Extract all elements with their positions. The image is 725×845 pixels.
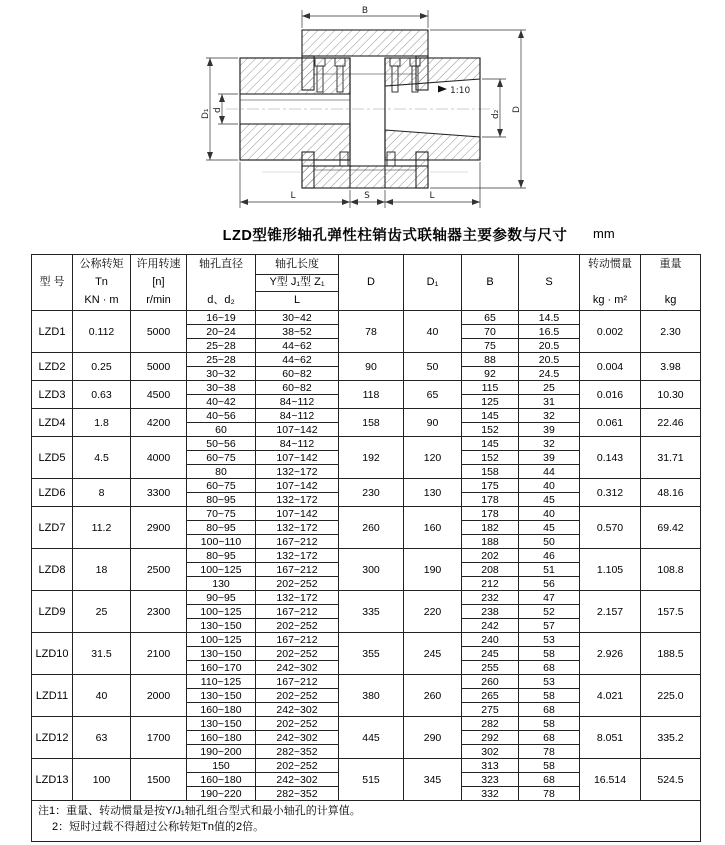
cell-bore-diameter: 130 (187, 577, 256, 591)
cell-bore-length: 202~252 (256, 577, 339, 591)
cell-weight: 524.5 (641, 759, 701, 801)
cell-B: 313 (462, 759, 519, 773)
cell-B: 125 (462, 395, 519, 409)
cell-bore-length: 202~252 (256, 619, 339, 633)
cell-B: 238 (462, 605, 519, 619)
dim-label-d: d (213, 107, 223, 113)
table-row (32, 353, 701, 367)
cell-B: 182 (462, 521, 519, 535)
cell-S: 53 (519, 675, 580, 689)
dim-d2 (482, 79, 506, 137)
cell-inertia: 0.004 (580, 353, 641, 381)
col-header-torque: 公称转矩 Tn KN · m (73, 255, 131, 311)
cell-B: 208 (462, 563, 519, 577)
cell-bore-length: 242~302 (256, 703, 339, 717)
cell-weight: 22.46 (641, 409, 701, 437)
cell-speed: 1500 (131, 759, 187, 801)
cell-bore-length: 132~172 (256, 591, 339, 605)
note-line-1: 注1：重量、转动惯量是按Y/J₁轴孔组合型式和最小轴孔的计算值。 (38, 805, 361, 817)
cell-weight: 157.5 (641, 591, 701, 633)
cell-bore-length: 202~252 (256, 647, 339, 661)
cell-S: 52 (519, 605, 580, 619)
cell-S: 40 (519, 507, 580, 521)
cell-bore-length: 107~142 (256, 451, 339, 465)
cell-inertia: 0.002 (580, 311, 641, 353)
cell-model: LZD11 (32, 675, 73, 717)
notes-row (32, 801, 701, 842)
cell-bore-length: 282~352 (256, 787, 339, 801)
cell-B: 245 (462, 647, 519, 661)
coupling-drawing (0, 0, 725, 218)
table-body (32, 311, 701, 801)
cell-S: 68 (519, 661, 580, 675)
cell-bore-length: 44~62 (256, 339, 339, 353)
table-row (32, 717, 701, 731)
cell-speed: 4500 (131, 381, 187, 409)
cell-torque: 0.112 (73, 311, 131, 353)
cell-bore-diameter: 150 (187, 759, 256, 773)
cell-B: 178 (462, 507, 519, 521)
table-row (32, 507, 701, 521)
cell-bore-length: 84~112 (256, 395, 339, 409)
cell-torque: 11.2 (73, 507, 131, 549)
cell-S: 25 (519, 381, 580, 395)
table-row (32, 675, 701, 689)
cell-model: LZD2 (32, 353, 73, 381)
cell-model: LZD7 (32, 507, 73, 549)
cell-bore-length: 167~212 (256, 605, 339, 619)
cell-B: 302 (462, 745, 519, 759)
cell-bore-diameter: 130~150 (187, 619, 256, 633)
cell-D: 118 (339, 381, 404, 409)
col-header-D: D (339, 255, 404, 311)
dim-label-D: D (512, 106, 522, 113)
cell-weight: 225.0 (641, 675, 701, 717)
cell-bore-length: 167~212 (256, 633, 339, 647)
cell-speed: 5000 (131, 311, 187, 353)
cell-bore-length: 167~212 (256, 675, 339, 689)
cell-bore-diameter: 40~42 (187, 395, 256, 409)
cell-weight: 335.2 (641, 717, 701, 759)
cell-D1: 40 (404, 311, 462, 353)
col-header-D1: D₁ (404, 255, 462, 311)
cell-B: 75 (462, 339, 519, 353)
cell-bore-diameter: 160~180 (187, 731, 256, 745)
taper-arrow-icon (438, 86, 447, 93)
dim-label-L-left: L (290, 191, 296, 201)
cell-model: LZD6 (32, 479, 73, 507)
cell-bore-diameter: 190~200 (187, 745, 256, 759)
cell-bore-length: 30~42 (256, 311, 339, 325)
cell-S: 51 (519, 563, 580, 577)
cell-bore-diameter: 80 (187, 465, 256, 479)
cell-torque: 1.8 (73, 409, 131, 437)
elastic-pins-bottom (340, 152, 395, 166)
cell-bore-diameter: 50~56 (187, 437, 256, 451)
cell-bore-diameter: 100~125 (187, 563, 256, 577)
table-row (32, 759, 701, 773)
cell-bore-diameter: 160~180 (187, 773, 256, 787)
cell-D: 260 (339, 507, 404, 549)
cell-D1: 130 (404, 479, 462, 507)
cell-weight: 10.30 (641, 381, 701, 409)
cell-bore-diameter: 100~125 (187, 605, 256, 619)
cell-bore-diameter: 80~95 (187, 521, 256, 535)
cell-bore-length: 132~172 (256, 465, 339, 479)
cell-torque: 63 (73, 717, 131, 759)
cell-D1: 90 (404, 409, 462, 437)
taper-label: 1:10 (450, 86, 471, 96)
cell-bore-length: 202~252 (256, 759, 339, 773)
cell-bore-length: 132~172 (256, 493, 339, 507)
cell-torque: 4.5 (73, 437, 131, 479)
cell-bore-diameter: 25~28 (187, 353, 256, 367)
cell-inertia: 0.570 (580, 507, 641, 549)
cell-S: 14.5 (519, 311, 580, 325)
cell-model: LZD8 (32, 549, 73, 591)
cell-S: 53 (519, 633, 580, 647)
cell-inertia: 2.157 (580, 591, 641, 633)
cell-bore-diameter: 30~32 (187, 367, 256, 381)
cell-D: 380 (339, 675, 404, 717)
cell-B: 323 (462, 773, 519, 787)
cell-B: 70 (462, 325, 519, 339)
cell-inertia: 2.926 (580, 633, 641, 675)
cell-S: 68 (519, 773, 580, 787)
cell-bore-diameter: 70~75 (187, 507, 256, 521)
cell-bore-diameter: 16~19 (187, 311, 256, 325)
coupling-section-view (0, 0, 725, 218)
cell-B: 115 (462, 381, 519, 395)
cell-bore-diameter: 80~95 (187, 549, 256, 563)
cell-bore-length: 132~172 (256, 521, 339, 535)
cell-torque: 0.63 (73, 381, 131, 409)
dim-label-D1: D₁ (201, 108, 211, 119)
cell-bore-diameter: 60~75 (187, 451, 256, 465)
col-header-S: S (519, 255, 580, 311)
cell-S: 68 (519, 703, 580, 717)
col-header-model-label: 型 号 (39, 275, 65, 288)
dim-label-d2: d₂ (491, 109, 501, 119)
cell-bore-diameter: 40~56 (187, 409, 256, 423)
cell-S: 20.5 (519, 353, 580, 367)
cell-B: 92 (462, 367, 519, 381)
cell-S: 20.5 (519, 339, 580, 353)
cell-B: 260 (462, 675, 519, 689)
cell-B: 152 (462, 451, 519, 465)
cell-bore-diameter: 60~75 (187, 479, 256, 493)
cell-torque: 18 (73, 549, 131, 591)
table-row (32, 479, 701, 493)
cell-inertia: 0.143 (580, 437, 641, 479)
col-header-bore-length-types: Y型 J₁型 Z₁ (256, 275, 339, 292)
cell-bore-diameter: 130~150 (187, 647, 256, 661)
cell-D1: 220 (404, 591, 462, 633)
cell-S: 50 (519, 535, 580, 549)
title-row (0, 222, 725, 248)
cell-B: 202 (462, 549, 519, 563)
cell-S: 46 (519, 549, 580, 563)
table-row (32, 311, 701, 325)
cell-bore-length: 242~302 (256, 773, 339, 787)
cell-S: 32 (519, 409, 580, 423)
cell-S: 78 (519, 787, 580, 801)
cell-speed: 2500 (131, 549, 187, 591)
cell-weight: 69.42 (641, 507, 701, 549)
table-row (32, 381, 701, 395)
cell-B: 152 (462, 423, 519, 437)
cell-D1: 290 (404, 717, 462, 759)
cell-bore-length: 84~112 (256, 437, 339, 451)
cell-B: 232 (462, 591, 519, 605)
cell-bore-length: 60~82 (256, 381, 339, 395)
cell-D1: 260 (404, 675, 462, 717)
cell-speed: 2000 (131, 675, 187, 717)
cell-S: 58 (519, 717, 580, 731)
cell-B: 175 (462, 479, 519, 493)
cell-weight: 108.8 (641, 549, 701, 591)
cell-bore-diameter: 100~125 (187, 633, 256, 647)
col-header-speed: 许用转速 [n] r/min (131, 255, 187, 311)
cell-B: 158 (462, 465, 519, 479)
cell-model: LZD1 (32, 311, 73, 353)
cell-S: 31 (519, 395, 580, 409)
cell-model: LZD5 (32, 437, 73, 479)
cell-S: 39 (519, 451, 580, 465)
cell-S: 45 (519, 493, 580, 507)
table-row (32, 549, 701, 563)
cell-S: 40 (519, 479, 580, 493)
cell-model: LZD13 (32, 759, 73, 801)
cell-weight: 3.98 (641, 353, 701, 381)
cell-D: 515 (339, 759, 404, 801)
cell-bore-diameter: 20~24 (187, 325, 256, 339)
unit-label: mm (593, 226, 615, 241)
col-header-inertia: 转动惯量 kg · m² (580, 255, 641, 311)
cell-bore-diameter: 130~150 (187, 689, 256, 703)
cell-weight: 31.71 (641, 437, 701, 479)
cell-bore-length: 107~142 (256, 423, 339, 437)
cell-bore-length: 242~302 (256, 731, 339, 745)
cell-inertia: 4.021 (580, 675, 641, 717)
table-row (32, 591, 701, 605)
cell-B: 178 (462, 493, 519, 507)
cell-bore-diameter: 130~150 (187, 717, 256, 731)
cell-D1: 50 (404, 353, 462, 381)
cell-bore-diameter: 190~220 (187, 787, 256, 801)
cell-inertia: 8.051 (580, 717, 641, 759)
cell-D: 78 (339, 311, 404, 353)
cell-bore-length: 167~212 (256, 535, 339, 549)
cell-bore-length: 107~142 (256, 507, 339, 521)
cell-bore-diameter: 160~170 (187, 661, 256, 675)
cell-bore-length: 282~352 (256, 745, 339, 759)
cell-bore-length: 202~252 (256, 717, 339, 731)
cell-S: 57 (519, 619, 580, 633)
cell-B: 265 (462, 689, 519, 703)
cell-B: 292 (462, 731, 519, 745)
cell-B: 282 (462, 717, 519, 731)
cell-D: 158 (339, 409, 404, 437)
cell-D: 300 (339, 549, 404, 591)
cell-model: LZD10 (32, 633, 73, 675)
cell-bore-length: 132~172 (256, 549, 339, 563)
cell-B: 332 (462, 787, 519, 801)
cell-bore-diameter: 100~110 (187, 535, 256, 549)
col-header-model (32, 255, 73, 311)
cell-speed: 5000 (131, 353, 187, 381)
cell-S: 47 (519, 591, 580, 605)
cell-model: LZD4 (32, 409, 73, 437)
cell-bore-length: 107~142 (256, 479, 339, 493)
cell-B: 275 (462, 703, 519, 717)
taper-annotation (438, 86, 470, 97)
cell-D: 355 (339, 633, 404, 675)
cell-D: 90 (339, 353, 404, 381)
cell-B: 65 (462, 311, 519, 325)
cell-S: 56 (519, 577, 580, 591)
col-header-bore-length: 轴孔长度 (256, 255, 339, 275)
cell-S: 68 (519, 731, 580, 745)
cell-speed: 3300 (131, 479, 187, 507)
cell-speed: 4000 (131, 437, 187, 479)
cell-inertia: 0.016 (580, 381, 641, 409)
cell-bore-diameter: 80~95 (187, 493, 256, 507)
cell-D: 445 (339, 717, 404, 759)
cell-inertia: 0.061 (580, 409, 641, 437)
cell-B: 188 (462, 535, 519, 549)
dim-label-B: B (361, 6, 369, 16)
cell-torque: 0.25 (73, 353, 131, 381)
parameters-table (31, 254, 701, 842)
cell-B: 145 (462, 437, 519, 451)
cell-torque: 100 (73, 759, 131, 801)
cell-torque: 40 (73, 675, 131, 717)
cell-weight: 188.5 (641, 633, 701, 675)
page-title: LZD型锥形轴孔弹性柱销齿式联轴器主要参数与尺寸 (222, 228, 568, 244)
col-header-B: B (462, 255, 519, 311)
cell-B: 255 (462, 661, 519, 675)
cell-D1: 120 (404, 437, 462, 479)
cell-speed: 2900 (131, 507, 187, 549)
cell-bore-length: 44~62 (256, 353, 339, 367)
cell-D1: 245 (404, 633, 462, 675)
cell-B: 242 (462, 619, 519, 633)
cell-bore-diameter: 110~125 (187, 675, 256, 689)
cell-bore-diameter: 160~180 (187, 703, 256, 717)
cell-model: LZD9 (32, 591, 73, 633)
dim-label-L-right: L (429, 191, 435, 201)
cell-D1: 65 (404, 381, 462, 409)
col-header-bore-diameter: 轴孔直径 d、d₂ (187, 255, 256, 311)
cell-bore-diameter: 25~28 (187, 339, 256, 353)
cell-torque: 31.5 (73, 633, 131, 675)
cell-torque: 25 (73, 591, 131, 633)
dim-label-S: S (364, 191, 370, 201)
cell-B: 212 (462, 577, 519, 591)
col-header-weight: 重量 kg (641, 255, 701, 311)
cell-weight: 48.16 (641, 479, 701, 507)
cell-D: 230 (339, 479, 404, 507)
col-header-bore-length-L: L (256, 292, 339, 311)
cell-S: 58 (519, 647, 580, 661)
note-line-2: 2：短时过载不得超过公称转矩Tn值的2倍。 (52, 820, 265, 833)
table-row (32, 633, 701, 647)
table-row (32, 409, 701, 423)
cell-B: 88 (462, 353, 519, 367)
cell-inertia: 16.514 (580, 759, 641, 801)
cell-S: 45 (519, 521, 580, 535)
cell-bore-diameter: 30~38 (187, 381, 256, 395)
cell-S: 32 (519, 437, 580, 451)
cell-S: 44 (519, 465, 580, 479)
cell-model: LZD3 (32, 381, 73, 409)
cell-speed: 2100 (131, 633, 187, 675)
cell-speed: 1700 (131, 717, 187, 759)
cell-bore-length: 202~252 (256, 689, 339, 703)
cell-S: 78 (519, 745, 580, 759)
cell-torque: 8 (73, 479, 131, 507)
cell-D: 192 (339, 437, 404, 479)
cell-S: 39 (519, 423, 580, 437)
cell-speed: 4200 (131, 409, 187, 437)
table-notes (32, 801, 701, 842)
cell-bore-length: 84~112 (256, 409, 339, 423)
cell-D1: 190 (404, 549, 462, 591)
cell-D: 335 (339, 591, 404, 633)
cell-inertia: 1.105 (580, 549, 641, 591)
cell-D1: 160 (404, 507, 462, 549)
cell-S: 16.5 (519, 325, 580, 339)
cell-bore-length: 167~212 (256, 563, 339, 577)
cell-S: 58 (519, 759, 580, 773)
cell-S: 58 (519, 689, 580, 703)
cell-B: 145 (462, 409, 519, 423)
cell-inertia: 0.312 (580, 479, 641, 507)
table-header (32, 255, 701, 311)
cell-bore-diameter: 90~95 (187, 591, 256, 605)
cell-B: 240 (462, 633, 519, 647)
cell-bore-length: 60~82 (256, 367, 339, 381)
cell-bore-diameter: 60 (187, 423, 256, 437)
cell-S: 24.5 (519, 367, 580, 381)
cell-speed: 2300 (131, 591, 187, 633)
cell-weight: 2.30 (641, 311, 701, 353)
cell-bore-length: 242~302 (256, 661, 339, 675)
cell-bore-length: 38~52 (256, 325, 339, 339)
cell-D1: 345 (404, 759, 462, 801)
table-row (32, 437, 701, 451)
cell-model: LZD12 (32, 717, 73, 759)
